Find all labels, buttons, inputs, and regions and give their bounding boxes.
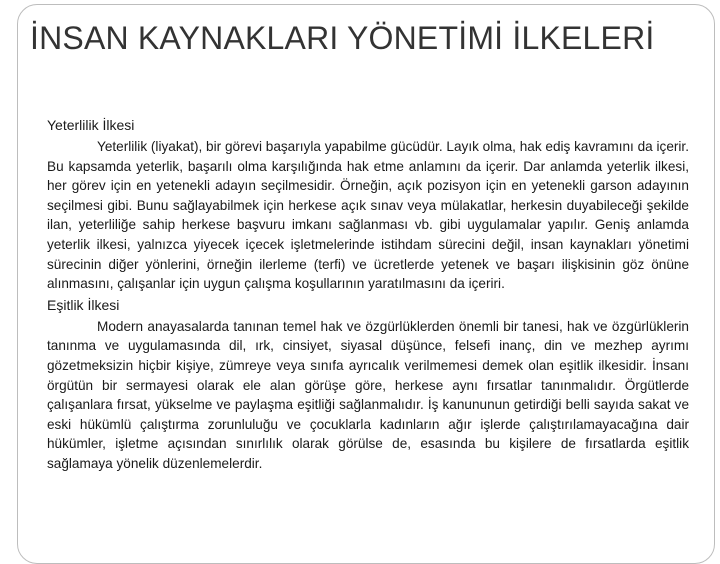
section-heading-yeterlilik: Yeterlilik İlkesi	[47, 117, 135, 133]
section-body-esitlik: Modern anayasalarda tanınan temel hak ve özgürlüklerden önemli bir tanesi, hak ve özgürlüklerin tanınma ve uygulamasında dil, ırk, cinsiyet, siyasal düşünce, felsefi inanç, din ve mezhep ayrımı gözetmeksizin hiçbir kişiye, zümreye veya sınıfa ayrıcalık verilmemesi demek olan eşitlik ilkesidir. İnsanı örgütün bir sermayesi olarak ele alan görüşe göre, herkese aynı fırsatlar tanınmalıdır. Örgütlerde çalışanlara fırsat, yükselme ve paylaşma eşitliği sağlanmalıdır. İş kanununun getirdiği belli sayıda sakat ve eski hükümlü çalıştırma zorunluluğu ve çocuklarla kadınların ağır işlerde çalıştırılamayacağına dair hükümler, işletme açısından sınırlılık olarak görülse de, esasında bu kişilere de fırsatlarda eşitlik sağlamaya yönelik düzenlemelerdir.	[47, 318, 689, 471]
section-body-yeterlilik: Yeterlilik (liyakat), bir görevi başarıyla yapabilme gücüdür. Layık olma, hak ediş kavramını da içerir. Bu kapsamda yeterlik, başarılı olma karşılığında hak etme anlamını da içerir. Dar anlamda yeterlik ilkesi, her görev için en yetenekli adayın seçilmesidir. Örneğin, açık pozisyon için en yetenekli garson adayının seçilmesi gibi. Bunu sağlayabilmek için herkese açık sınav veya mülakatlar, herkesin duyabileceği şekilde ilan, yeterliliğe sahip herkese başvuru imkanı sağlanması vb. gibi uygulamalar yapılır. Geniş anlamda yeterlik ilkesi, yalnızca yiyecek içecek işletmelerinde istihdam sürecini değil, insan kaynakları yönetimi sürecinin diğer yönlerini, örneğin ilerleme (terfi) ve ücretlerde yetenek ve başarı ilişkisinin göz önüne alınmasını, çalışanlar için uygun çalışma koşullarının yaratılmasını da içeriri.	[47, 139, 689, 292]
slide-title: İNSAN KAYNAKLARI YÖNETİMİ İLKELERİ	[30, 20, 655, 56]
slide-content	[47, 116, 689, 474]
section-heading-esitlik: Eşitlik İlkesi	[47, 296, 120, 313]
